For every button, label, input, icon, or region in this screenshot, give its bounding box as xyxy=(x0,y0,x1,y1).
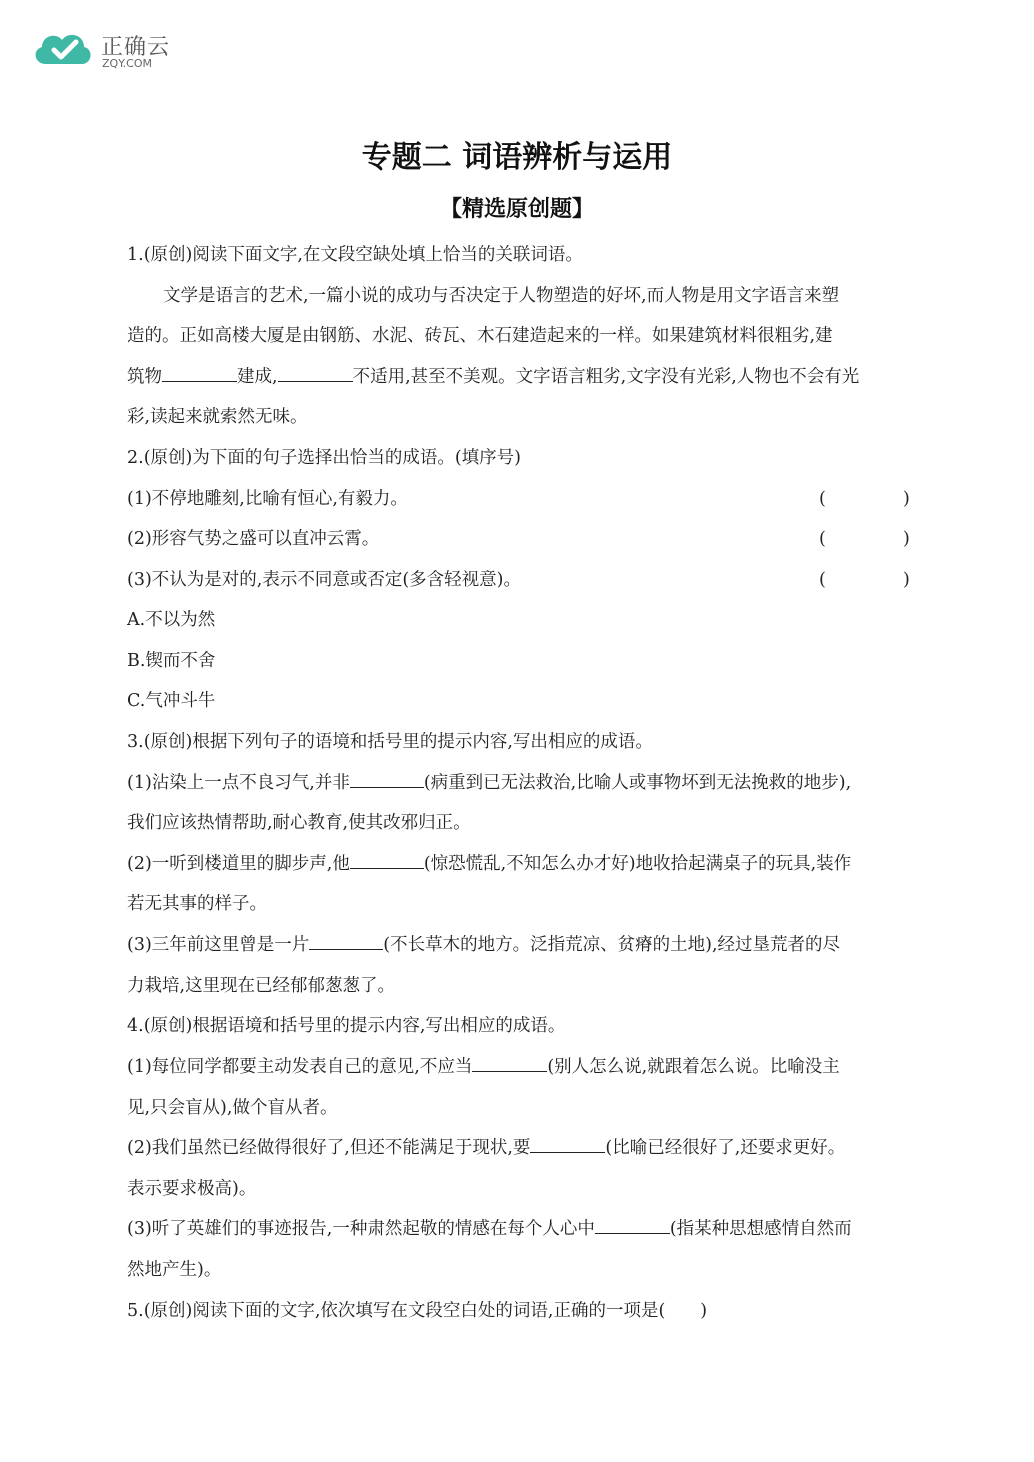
logo-brand-text: 正确云 xyxy=(101,35,171,60)
q1-passage-line-2: 造的。正如高楼大厦是由钢筋、水泥、砖瓦、木石建造起来的一样。如果建筑材料很粗劣,建 xyxy=(127,326,833,346)
q2-item-1: (1)不停地雕刻,比喻有恒心,有毅力。 xyxy=(127,489,408,509)
q1-text: 筑物 xyxy=(127,367,162,387)
q2-stem: 2.(原创)为下面的句子选择出恰当的成语。(填序号) xyxy=(127,448,522,468)
q4-item-3-cont: 然地产生)。 xyxy=(127,1260,222,1280)
q4-blank-3[interactable] xyxy=(595,1219,670,1234)
q1-passage-line-1: 文学是语言的艺术,一篇小说的成功与否决定于人物塑造的好坏,而人物是用文字语言来塑 xyxy=(163,286,840,306)
q4-item-1-cont: 见,只会盲从),做个盲从者。 xyxy=(127,1098,338,1118)
q5-stem: 5.(原创)阅读下面的文字,依次填写在文段空白处的词语,正确的一项是( ) xyxy=(127,1301,708,1321)
q2-answer-box-1[interactable]: ( ) xyxy=(819,489,910,509)
q3-stem: 3.(原创)根据下列句子的语境和括号里的提示内容,写出相应的成语。 xyxy=(127,732,653,752)
page-title: 专题二 词语辨析与运用 xyxy=(361,140,673,175)
q4-item-2: (2)我们虽然已经做得很好了,但还不能满足于现状,要 (比喻已经很好了,还要求更好。 xyxy=(127,1138,846,1158)
q1-blank-1[interactable] xyxy=(162,367,237,382)
q2-item-3: (3)不认为是对的,表示不同意或否定(多含轻视意)。 xyxy=(127,570,522,590)
q3-item-2: (2)一听到楼道里的脚步声,他 (惊恐慌乱,不知怎么办才好)地收拾起满桌子的玩具,装作 xyxy=(127,854,852,874)
q2-answer-box-2[interactable]: ( ) xyxy=(819,529,910,549)
q2-item-2: (2)形容气势之盛可以直冲云霄。 xyxy=(127,529,380,549)
q1-text: 建成, xyxy=(237,367,278,387)
q4-blank-2[interactable] xyxy=(530,1138,605,1153)
q4-item-1: (1)每位同学都要主动发表自己的意见,不应当 (别人怎么说,就跟着怎么说。比喻没主 xyxy=(127,1057,840,1077)
q3-blank-1[interactable] xyxy=(350,773,424,788)
q3-item-2-cont: 若无其事的样子。 xyxy=(127,894,267,914)
section-subtitle: 【精选原创题】 xyxy=(439,197,594,222)
q1-passage-line-4: 彩,读起来就索然无味。 xyxy=(127,407,308,427)
q4-item-3: (3)听了英雄们的事迹报告,一种肃然起敬的情感在每个人心中 (指某种思想感情自然而 xyxy=(127,1219,852,1239)
q3-blank-2[interactable] xyxy=(350,854,424,869)
logo-domain-text: ZQY.COM xyxy=(102,57,153,70)
q1-stem: 1.(原创)阅读下面文字,在文段空缺处填上恰当的关联词语。 xyxy=(127,245,583,265)
q3-item-3: (3)三年前这里曾是一片 (不长草木的地方。泛指荒凉、贫瘠的土地),经过垦荒者的尽 xyxy=(127,935,841,955)
q3-item-1-cont: 我们应该热情帮助,耐心教育,使其改邪归正。 xyxy=(127,813,471,833)
q4-blank-1[interactable] xyxy=(472,1057,547,1072)
q3-item-1: (1)沾染上一点不良习气,并非 (病重到已无法救治,比喻人或事物坏到无法挽救的地步), xyxy=(127,773,852,793)
q2-answer-box-3[interactable]: ( ) xyxy=(819,570,910,590)
q2-option-c: C.气冲斗牛 xyxy=(127,691,216,711)
q4-item-2-cont: 表示要求极高)。 xyxy=(127,1179,257,1199)
q3-blank-3[interactable] xyxy=(309,935,383,950)
q4-stem: 4.(原创)根据语境和括号里的提示内容,写出相应的成语。 xyxy=(127,1016,566,1036)
q1-blank-2[interactable] xyxy=(278,367,353,382)
q1-passage-line-3 xyxy=(127,366,859,388)
q3-item-3-cont: 力栽培,这里现在已经郁郁葱葱了。 xyxy=(127,976,396,996)
q2-option-a: A.不以为然 xyxy=(127,610,216,630)
q1-text: 不适用,甚至不美观。文字语言粗劣,文字没有光彩,人物也不会有光 xyxy=(352,367,860,387)
q2-option-b: B.锲而不舍 xyxy=(127,651,216,671)
